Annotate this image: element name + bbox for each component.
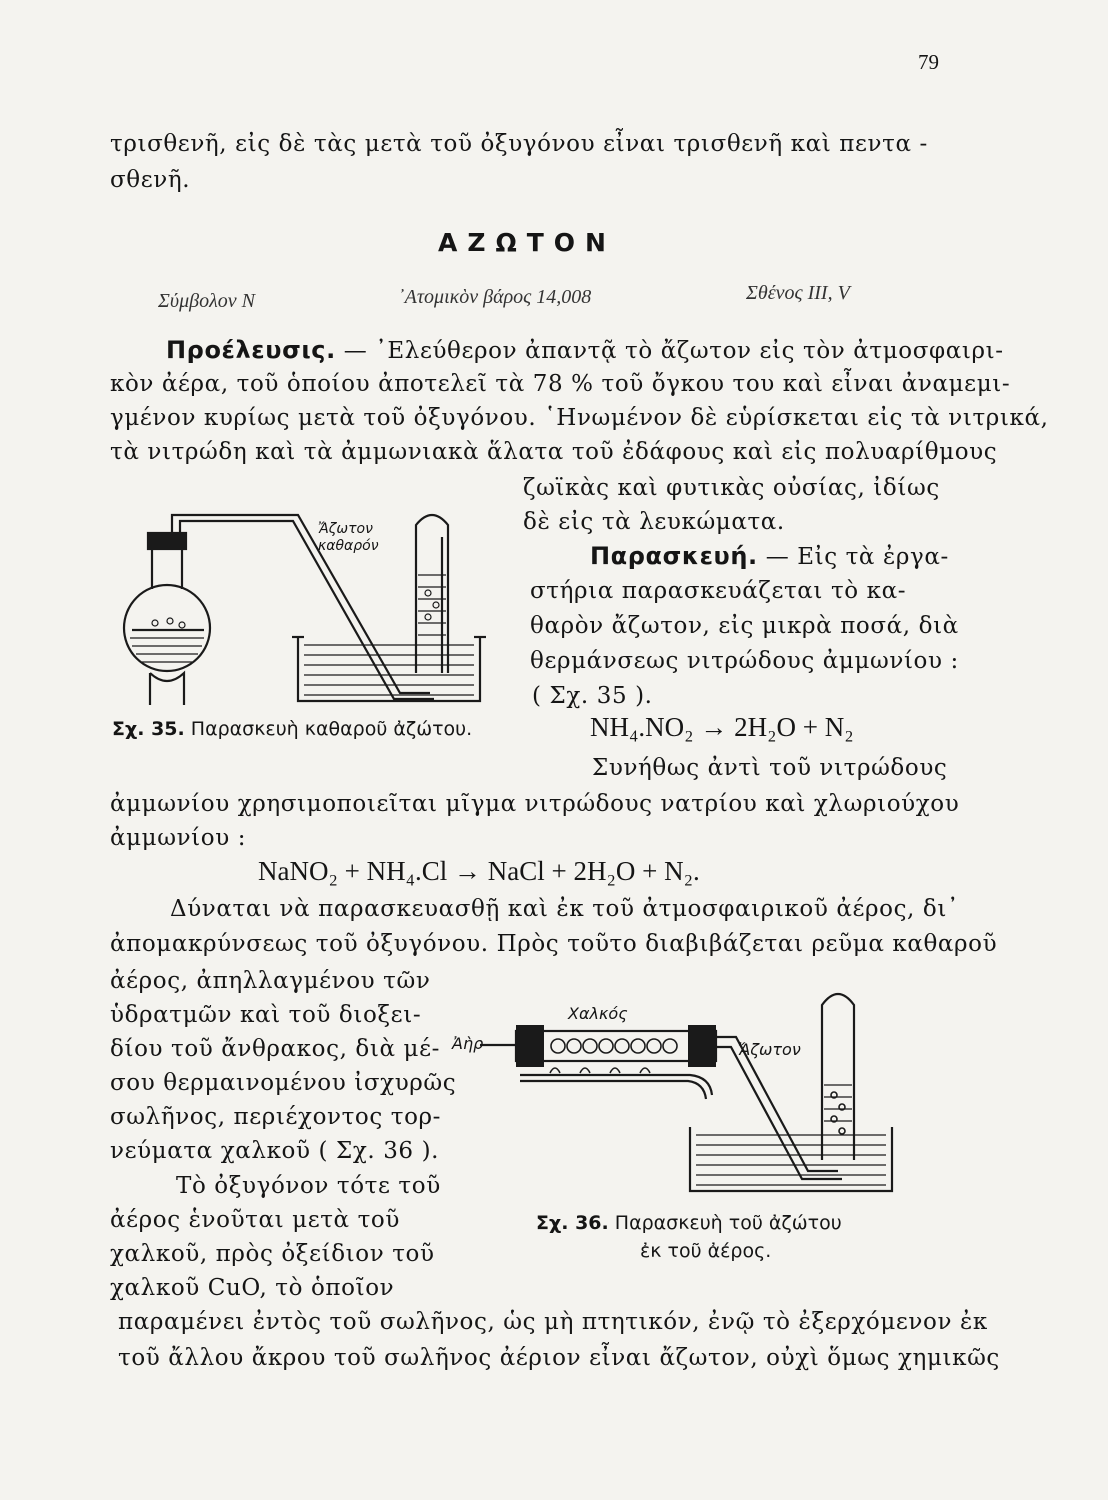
origin-line-3: γμένον κυρίως μετὰ τοῦ ὀξυγόνου. ῾Ηνωμένον δὲ εὑρίσκεται εἰς τὰ νιτρικά, [110, 405, 1049, 431]
figure-36-air-label: Ἀὴρ [452, 1034, 484, 1053]
usual-line-1: Συνήθως ἀντὶ τοῦ νιτρώδους [592, 755, 948, 781]
meta-atomic-weight: ᾿Ατομικὸν βάρος 14,008 [398, 286, 592, 308]
oxygen-line-5: παραμένει ἐντὸς τοῦ σωλῆνος, ὡς μὴ πτητικόν, ἐνῷ τὸ ἐξερχόμενον ἐκ [118, 1309, 988, 1335]
intro-line-2: σθενῆ. [110, 167, 191, 193]
air-left-line-6: νεύματα χαλκοῦ ( Σχ. 36 ). [110, 1138, 440, 1164]
figure-36-copper-label: Χαλκός [568, 1004, 628, 1023]
figure-36-gas-label: Ἄζωτον [738, 1040, 801, 1059]
oxygen-left-line-3: χαλκοῦ, πρὸς ὀξείδιον τοῦ [110, 1241, 435, 1267]
oxygen-left-line-4: χαλκοῦ CuO, τὸ ὁποῖον [110, 1275, 395, 1301]
figure-36-apparatus [460, 985, 900, 1195]
meta-symbol: Σύμβολον N [158, 290, 255, 312]
meta-valence: Σθένος III, V [746, 282, 850, 304]
figure-35-gas-label: Ἄζωτον καθαρόν [318, 521, 379, 554]
air-line-1: Δύναται νὰ παρασκευασθῇ καὶ ἐκ τοῦ ἀτμοσφαιρικοῦ ἀέρος, δι᾽ [170, 896, 960, 922]
origin-line-4: τὰ νιτρώδη καὶ τὰ ἀμμωνιακὰ ἅλατα τοῦ ἐδάφους καὶ εἰς πολυαρίθμους [110, 439, 998, 465]
prep-line-5: ( Σχ. 35 ). [532, 683, 653, 709]
usual-line-3: ἀμμωνίου : [110, 825, 247, 851]
prep-line-1 [590, 540, 949, 574]
equation-2: NaNO₂ + NH₄.Cl → NaCl + 2H₂O + N₂. [258, 856, 700, 886]
figure-35-caption-text: Παρασκευὴ καθαροῦ ἀζώτου. [190, 718, 473, 740]
air-left-line-1: ἀέρος, ἀπηλλαγμένου τῶν [110, 968, 431, 994]
oxygen-line-6: τοῦ ἄλλου ἄκρου τοῦ σωλῆνος ἀέριον εἶναι ἄζωτον, οὐχὶ ὅμως χημικῶς [118, 1345, 1000, 1371]
air-left-line-5: σωλῆνος, περιέχοντος τορ- [110, 1104, 442, 1130]
origin-line-5: ζωϊκὰς καὶ φυτικὰς οὐσίας, ἰδίως [523, 475, 940, 501]
page-number: 79 [918, 50, 939, 74]
air-line-2: ἀπομακρύνσεως τοῦ ὀξυγόνου. Πρὸς τοῦτο διαβιβάζεται ρεῦμα καθαροῦ [110, 931, 998, 957]
usual-line-2: ἀμμωνίου χρησιμοποιεῖται μῖγμα νιτρώδους νατρίου καὶ χλωριούχου [110, 791, 960, 817]
origin-heading: Προέλευσις. [166, 336, 336, 364]
air-left-line-4: σου θερμαινομένου ἰσχυρῶς [110, 1070, 457, 1096]
equation-1: NH₄.NO₂ → 2H₂O + N₂ [590, 712, 854, 742]
origin-line-1-text: — ᾿Ελεύθερον ἀπαντᾷ τὸ ἄζωτον εἰς τὸν ἀτμοσφαιρι- [343, 338, 1004, 364]
prep-line-4: θερμάνσεως νιτρώδους ἀμμωνίου : [530, 648, 959, 674]
figure-35-caption [112, 718, 472, 740]
section-title: ΑΖΩΤΟΝ [438, 228, 616, 257]
figure-36-caption-number: Σχ. 36. [536, 1212, 609, 1234]
oxygen-left-line-2: ἀέρος ἑνοῦται μετὰ τοῦ [110, 1207, 400, 1233]
figure-36-caption-line-2: ἐκ τοῦ ἀέρος. [640, 1240, 772, 1262]
prep-heading: Παρασκευή. [590, 542, 758, 570]
air-left-line-2: ὑδρατμῶν καὶ τοῦ διοξει- [110, 1002, 422, 1028]
origin-line-6: δὲ εἰς τὰ λευκώματα. [523, 509, 785, 535]
figure-35-apparatus [110, 505, 510, 715]
origin-line-1 [166, 334, 1004, 368]
intro-line-1: τρισθενῆ, εἰς δὲ τὰς μετὰ τοῦ ὀξυγόνου εἶναι τρισθενῆ καὶ πεντα - [110, 131, 928, 157]
oxygen-left-line-1: Τὸ ὀξυγόνον τότε τοῦ [176, 1173, 441, 1199]
figure-36-caption [536, 1212, 842, 1234]
figure-36-caption-line-1: Παρασκευὴ τοῦ ἀζώτου [614, 1212, 842, 1234]
prep-line-2: στήρια παρασκευάζεται τὸ κα- [530, 578, 907, 604]
prep-line-3: θαρὸν ἄζωτον, εἰς μικρὰ ποσά, διὰ [530, 613, 959, 639]
origin-line-2: κὸν ἀέρα, τοῦ ὁποίου ἀποτελεῖ τὰ 78 % τοῦ ὄγκου του καὶ εἶναι ἀναμεμι- [110, 371, 1011, 397]
prep-line-1-text: — Εἰς τὰ ἐργα- [765, 544, 949, 570]
figure-35-caption-number: Σχ. 35. [112, 718, 185, 740]
air-left-line-3: δίου τοῦ ἄνθρακος, διὰ μέ- [110, 1036, 440, 1062]
